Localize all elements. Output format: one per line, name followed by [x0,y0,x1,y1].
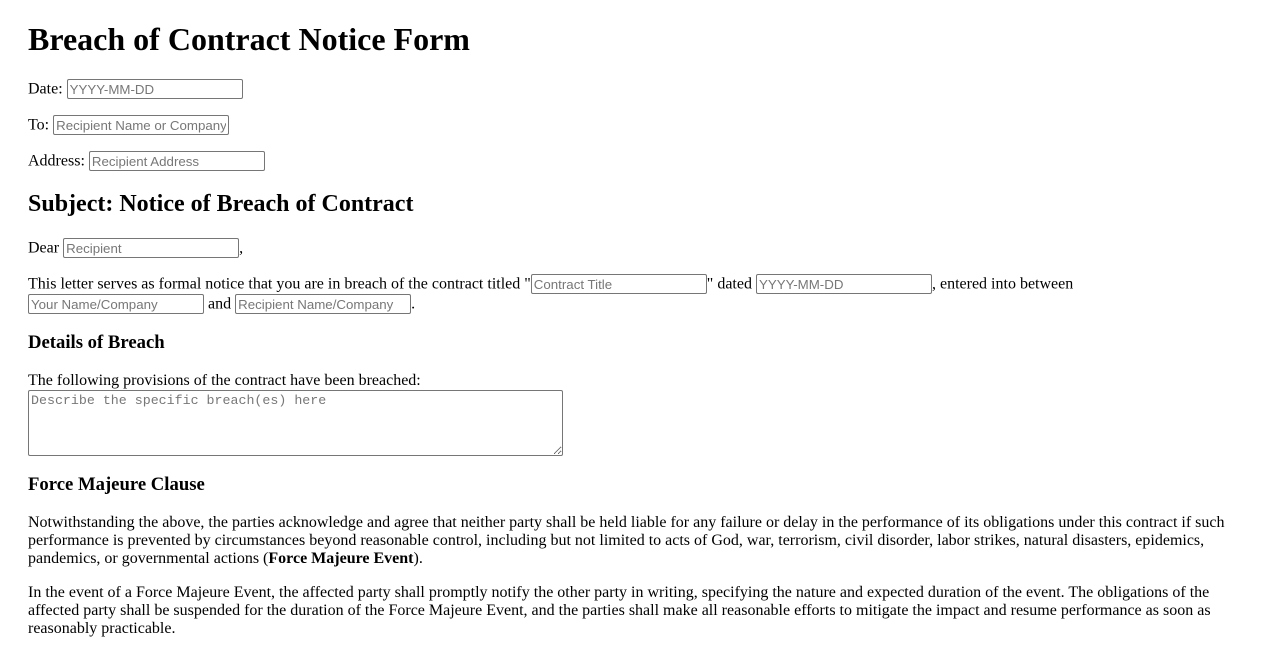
address-row [28,151,1238,171]
fm-text-end: ). [413,550,423,567]
recipient-input[interactable] [53,115,229,135]
fm-bold-term: Force Majeure Event [268,550,414,567]
breach-description-textarea[interactable] [28,390,563,456]
salutation [28,238,1238,258]
details-heading: Details of Breach [28,332,165,353]
force-majeure-heading: Force Majeure Clause [28,474,205,495]
details-label: The following provisions of the contract have been breached: [28,372,421,389]
recipient-company-input[interactable] [235,294,411,314]
to-label: To: [28,116,50,134]
fm-text: Notwithstanding the above, the parties acknowledge and agree that neither party shall be held liable for any failure or delay in the performance of its obligations under this contract if such performance is prevented by circumstances beyond reasonable control, including but not limited to acts of God, war, terrorism, civil disorder, labor strikes, natural disasters, epidemics, pandemics, or governmental actions ( [28,514,1225,567]
force-majeure-paragraph-2: In the event of a Force Majeure Event, the affected party shall promptly notify the other party in writing, specifying the nature and expected duration of the event. The obligations of the affected party shall be suspended for the duration of the Force Majeure Event, and the parties shall make all reasonable efforts to mitigate the impact and resume performance as soon as reasonably practicable. [28,584,1211,637]
address-input[interactable] [89,151,265,171]
contract-date-input[interactable] [756,274,932,294]
contract-title-input[interactable] [531,274,707,294]
date-label: Date: [28,80,63,98]
intro-text-2: " dated [706,275,752,293]
intro-text-3: , entered into between [931,275,1074,293]
date-input[interactable] [67,79,243,99]
dear-text: Dear [28,239,60,257]
intro-text-4: and [208,295,232,313]
address-label: Address: [28,152,85,170]
intro-text-5: . [411,295,416,313]
to-row [28,115,1238,135]
salutation-input[interactable] [63,238,239,258]
comma: , [239,239,244,257]
page-title: Breach of Contract Notice Form [28,21,470,57]
date-row [28,79,1238,99]
intro-text-1: This letter serves as formal notice that you are in breach of the contract titled " [28,275,531,293]
intro-paragraph [28,274,1238,314]
your-name-input[interactable] [28,294,204,314]
force-majeure-paragraph-1 [28,514,1238,568]
subject-heading: Subject: Notice of Breach of Contract [28,191,414,217]
